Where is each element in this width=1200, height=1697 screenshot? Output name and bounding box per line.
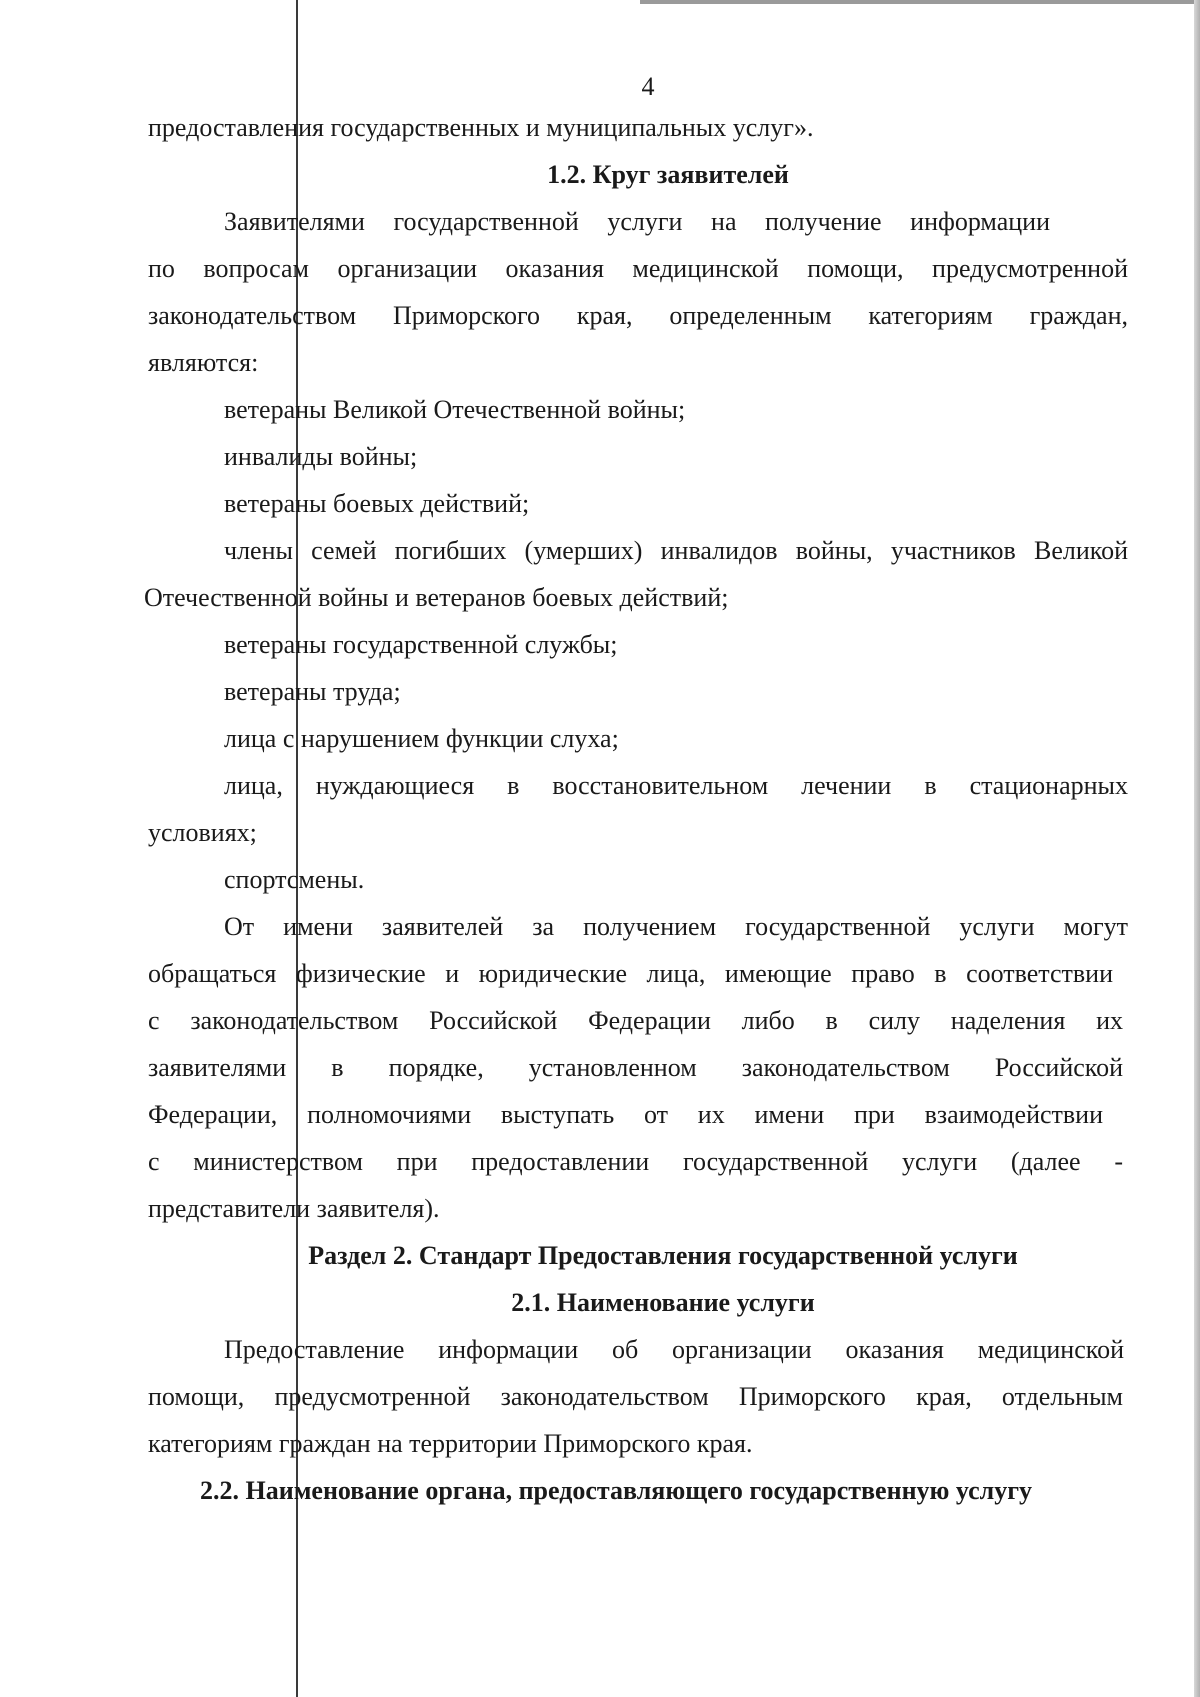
list-item: спортсмены. (224, 865, 365, 894)
list-item: члены семей погибших (умерших) инвалидов войны, участников Великой (224, 536, 1128, 565)
paragraph-line: являются: (148, 348, 259, 377)
list-item: лица с нарушением функции слуха; (224, 724, 619, 753)
scan-edge-right (1194, 0, 1200, 1697)
list-item-continuation: условиях; (148, 818, 257, 847)
list-item: ветераны государственной службы; (224, 630, 618, 659)
list-item: лица, нуждающиеся в восстановительном лечении в стационарных (224, 771, 1128, 800)
list-item-continuation: Отечественной войны и ветеранов боевых действий; (144, 583, 729, 612)
paragraph-line: категориям граждан на территории Приморского края. (148, 1429, 753, 1458)
list-item: инвалиды войны; (224, 442, 418, 471)
page-number: 4 (641, 72, 655, 101)
paragraph-line: предоставления государственных и муниципальных услуг». (148, 113, 814, 142)
heading-section-2: Раздел 2. Стандарт Предоставления государственной услуги (308, 1241, 1018, 1270)
document-page (144, 70, 1128, 1514)
paragraph-line: заявителями в порядке, установленном законодательством Российской (148, 1053, 1123, 1082)
paragraph-line: представители заявителя). (148, 1194, 440, 1223)
paragraph-line: с законодательством Российской Федерации либо в силу наделения их (148, 1006, 1123, 1035)
paragraph-line: От имени заявителей за получением государственной услуги могут (224, 912, 1128, 941)
heading-applicants: 1.2. Круг заявителей (547, 160, 789, 189)
paragraph-line: с министерством при предоставлении государственной услуги (далее - (148, 1147, 1123, 1176)
paragraph-line: Федерации, полномочиями выступать от их имени при взаимодействии (148, 1100, 1103, 1129)
heading-service-provider: 2.2. Наименование органа, предоставляющего государственную услугу (200, 1476, 1033, 1505)
paragraph-line: Предоставление информации об организации оказания медицинской (224, 1335, 1124, 1364)
paragraph-line: обращаться физические и юридические лица, имеющие право в соответствии (148, 959, 1113, 988)
scan-edge-top (640, 0, 1200, 4)
list-item: ветераны труда; (224, 677, 401, 706)
paragraph-line: по вопросам организации оказания медицинской помощи, предусмотренной (148, 254, 1128, 283)
list-item: ветераны Великой Отечественной войны; (224, 395, 686, 424)
heading-service-name: 2.1. Наименование услуги (511, 1288, 815, 1317)
paragraph-line: Заявителями государственной услуги на получение информации (224, 207, 1050, 236)
paragraph-line: законодательством Приморского края, определенным категориям граждан, (148, 301, 1128, 330)
paragraph-line: помощи, предусмотренной законодательством Приморского края, отдельным (148, 1382, 1123, 1411)
list-item: ветераны боевых действий; (224, 489, 530, 518)
